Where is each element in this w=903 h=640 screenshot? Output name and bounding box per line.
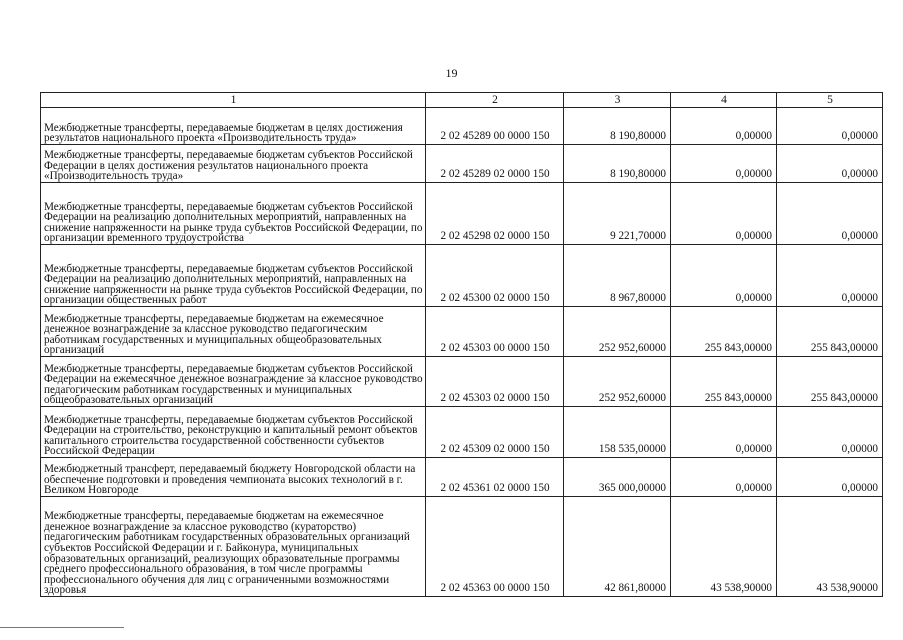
row-value-4: 255 843,00000 [671,357,777,407]
row-value-5: 255 843,00000 [777,357,883,407]
row-code: 2 02 45289 02 0000 150 [426,145,564,183]
row-value-5: 0,00000 [777,245,883,307]
row-value-4: 0,00000 [671,145,777,183]
table-row [41,108,883,145]
row-value-4: 0,00000 [671,245,777,307]
row-name: Межбюджетные трансферты, передаваемые бюджетам субъектов Российской Федерации на реализацию дополнительных мероприятий, направленных на снижение напряженности на рынке труда субъектов Российской Федерации, по организации общественных работ [41,245,426,307]
column-header-4: 4 [671,93,777,108]
table-header-row [41,93,883,108]
row-value-4: 255 843,00000 [671,307,777,357]
row-value-5: 43 538,90000 [777,497,883,597]
row-value-3: 42 861,80000 [564,497,671,597]
row-value-4: 0,00000 [671,458,777,497]
row-value-3: 8 190,80000 [564,108,671,145]
row-value-3: 9 221,70000 [564,183,671,245]
table-row [41,497,883,597]
row-name: Межбюджетные трансферты, передаваемые бюджетам субъектов Российской Федерации на ежемесячное денежное вознаграждение за классное руководство педагогическим работникам государственных и муниципальных общеобразовательных организаций [41,357,426,407]
row-value-4: 43 538,90000 [671,497,777,597]
row-value-5: 0,00000 [777,145,883,183]
page-number: 19 [445,66,458,80]
row-value-5: 0,00000 [777,407,883,458]
row-value-3: 8 967,80000 [564,245,671,307]
row-value-3: 365 000,00000 [564,458,671,497]
row-code: 2 02 45309 02 0000 150 [426,407,564,458]
row-code: 2 02 45298 02 0000 150 [426,183,564,245]
row-code: 2 02 45289 00 0000 150 [426,108,564,145]
row-value-4: 0,00000 [671,108,777,145]
column-header-2: 2 [426,93,564,108]
row-code: 2 02 45361 02 0000 150 [426,458,564,497]
column-header-5: 5 [777,93,883,108]
footnote-divider [0,627,124,628]
row-value-3: 252 952,60000 [564,357,671,407]
row-name: Межбюджетный трансферт, передаваемый бюджету Новгородской области на обеспечение подготовки и проведения чемпионата высоких технологий в г. Великом Новгороде [41,458,426,497]
row-value-5: 0,00000 [777,458,883,497]
row-code: 2 02 45300 02 0000 150 [426,245,564,307]
table-row [41,307,883,357]
table-row [41,357,883,407]
budget-table [40,92,883,597]
row-code: 2 02 45303 02 0000 150 [426,357,564,407]
row-value-5: 255 843,00000 [777,307,883,357]
row-value-3: 252 952,60000 [564,307,671,357]
row-name: Межбюджетные трансферты, передаваемые бюджетам в целях достижения результатов национального проекта «Производительность труда» [41,108,426,145]
row-value-4: 0,00000 [671,407,777,458]
row-name: Межбюджетные трансферты, передаваемые бюджетам субъектов Российской Федерации в целях достижения результатов национального проекта «Производительность труда» [41,145,426,183]
table-row [41,407,883,458]
row-name: Межбюджетные трансферты, передаваемые бюджетам на ежемесячное денежное вознаграждение за классное руководство (кураторство) педагогическим работникам государственных образовательных организаций субъектов Российской Федерации и г. Байконура, муниципальных образовательных организаций, реализующих образовательные программы среднего профессионального образования, в том числе программы профессионального обучения для лиц с ограниченными возможностями здоровья [41,497,426,597]
column-header-3: 3 [564,93,671,108]
row-value-4: 0,00000 [671,183,777,245]
row-code: 2 02 45303 00 0000 150 [426,307,564,357]
column-header-1: 1 [41,93,426,108]
row-name: Межбюджетные трансферты, передаваемые бюджетам субъектов Российской Федерации на реализацию дополнительных мероприятий, направленных на снижение напряженности на рынке труда субъектов Российской Федерации, по организации временного трудоустройства [41,183,426,245]
table-row [41,183,883,245]
row-name: Межбюджетные трансферты, передаваемые бюджетам субъектов Российской Федерации на строительство, реконструкцию и капитальный ремонт объектов капитального строительства государственной собственности субъектов Российской Федерации [41,407,426,458]
row-code: 2 02 45363 00 0000 150 [426,497,564,597]
table-row [41,458,883,497]
table-row [41,145,883,183]
row-name: Межбюджетные трансферты, передаваемые бюджетам на ежемесячное денежное вознаграждение за классное руководство педагогическим работникам государственных и муниципальных общеобразовательных организаций [41,307,426,357]
table-row [41,245,883,307]
row-value-5: 0,00000 [777,108,883,145]
row-value-5: 0,00000 [777,183,883,245]
row-value-3: 8 190,80000 [564,145,671,183]
row-value-3: 158 535,00000 [564,407,671,458]
